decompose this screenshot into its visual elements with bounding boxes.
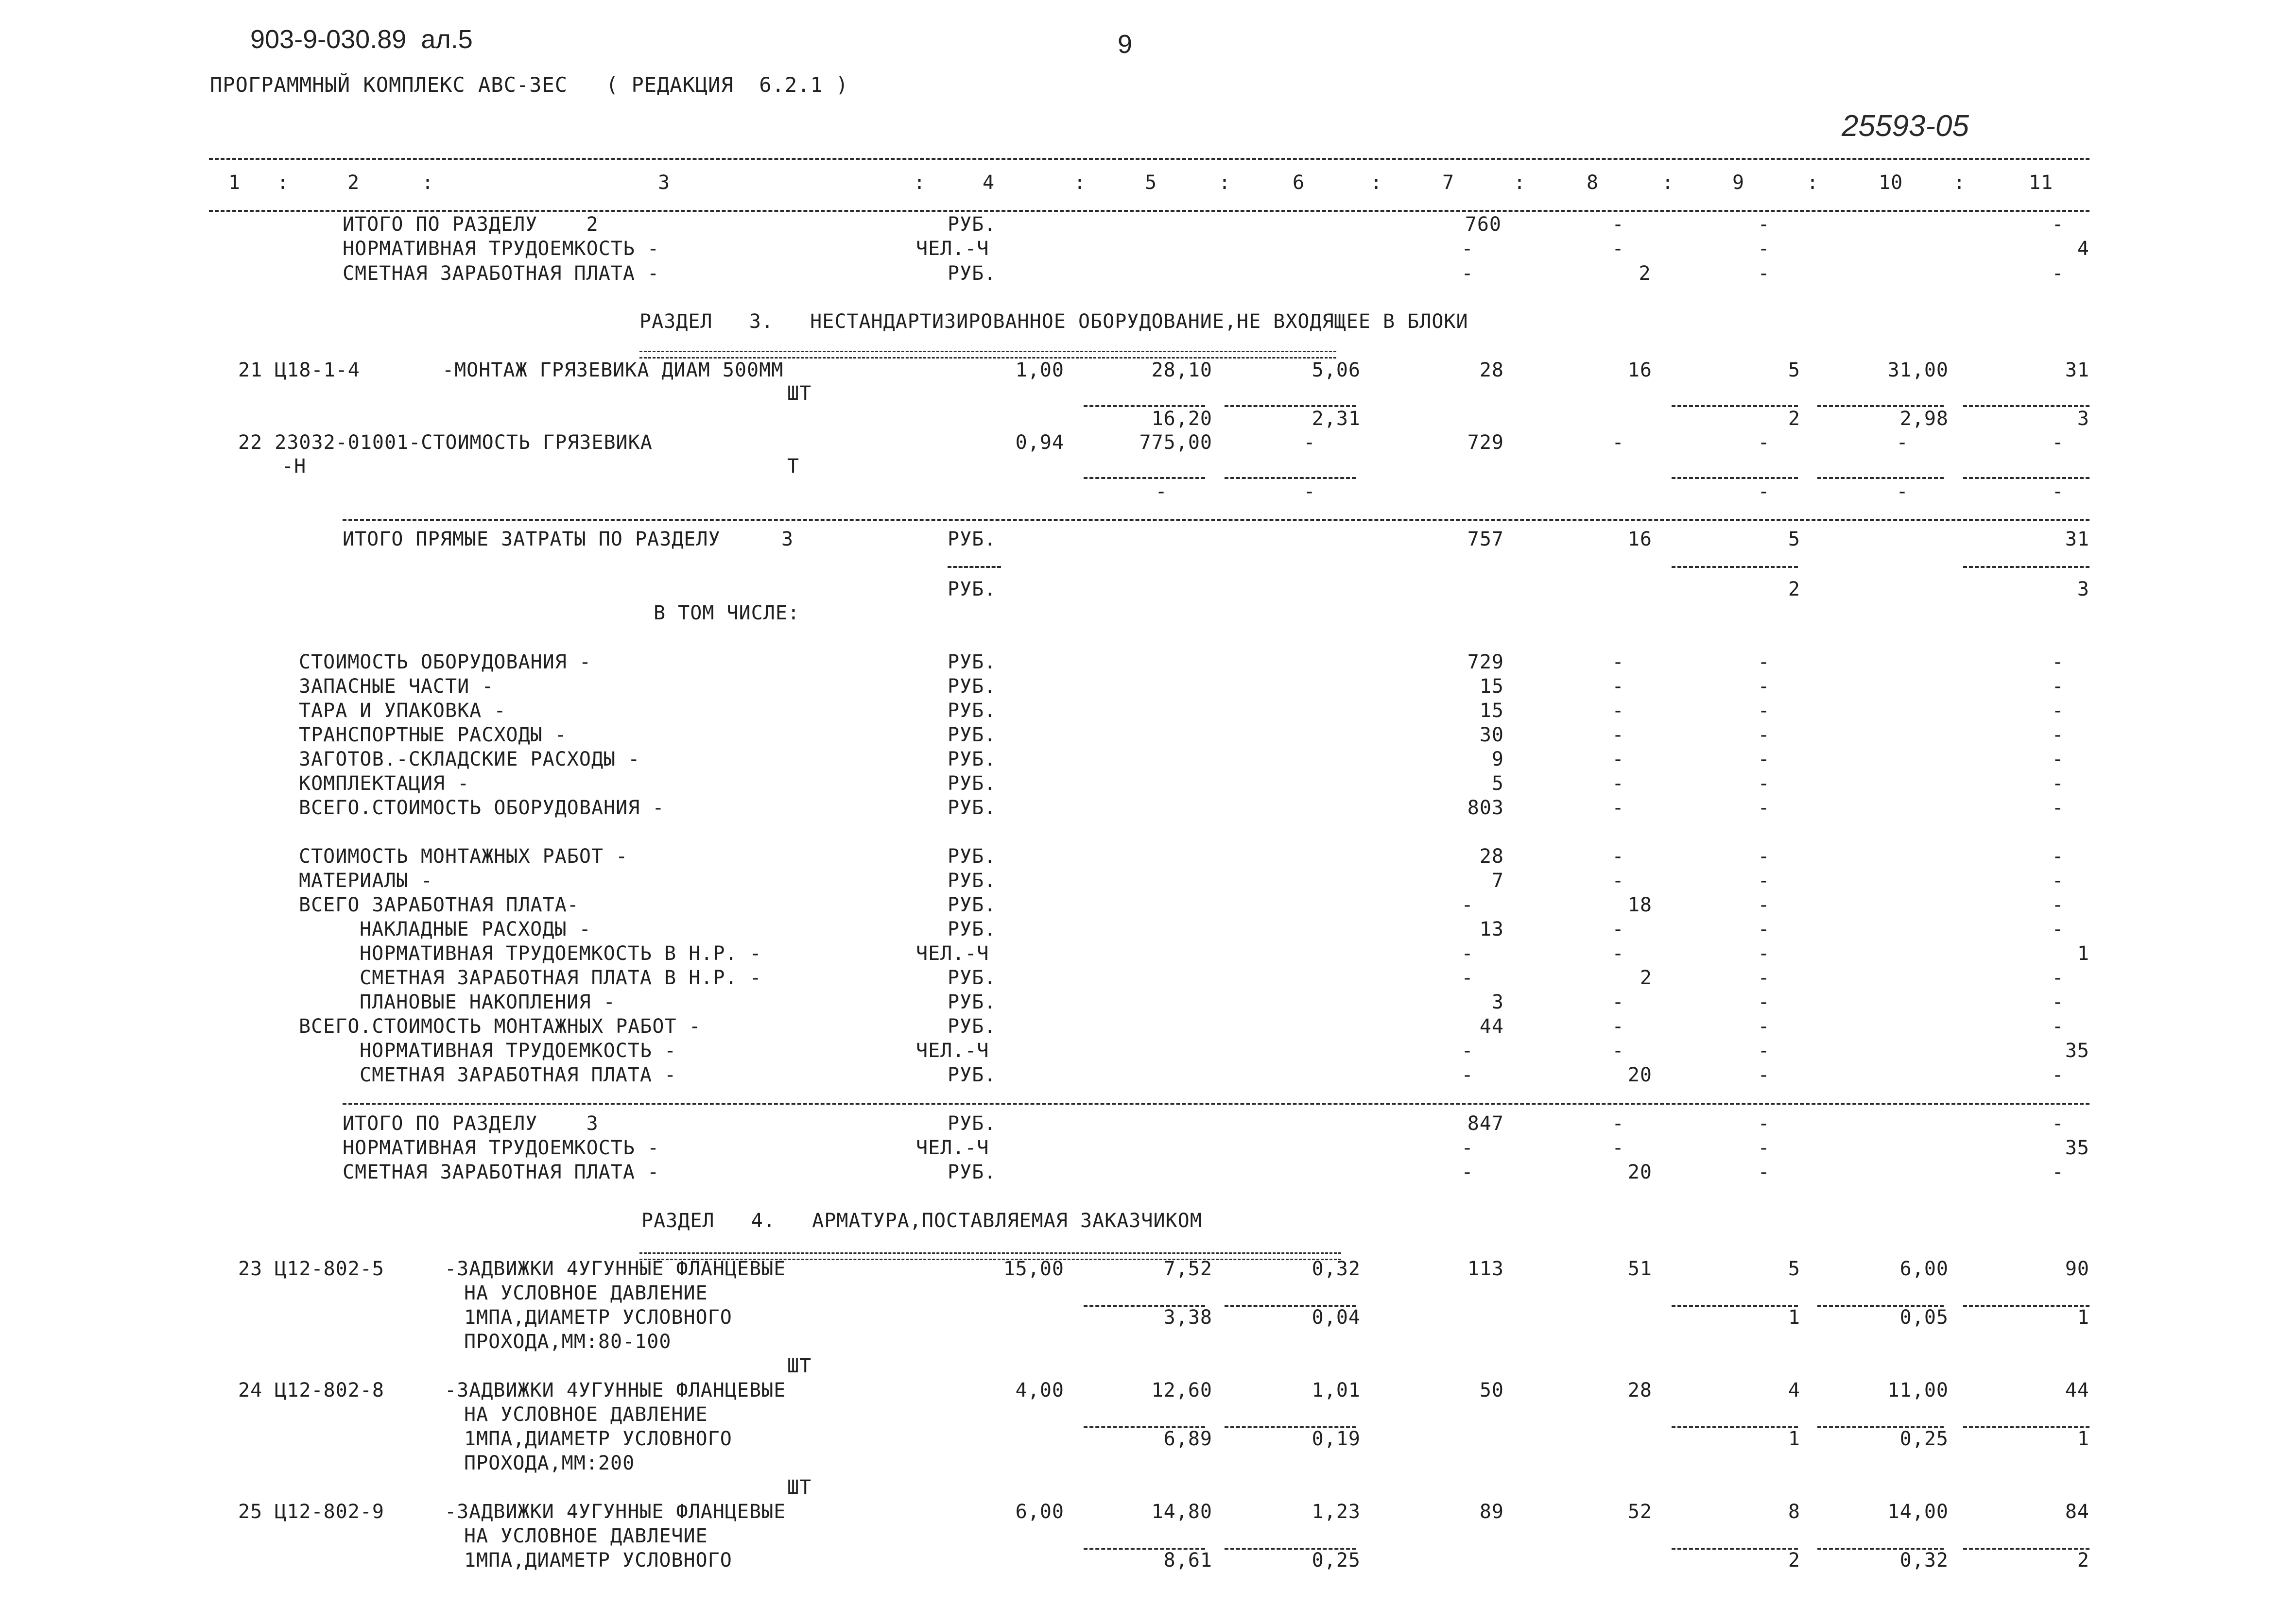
row-cell: - — [1461, 262, 1474, 285]
row-cell: 20 — [1627, 1064, 1652, 1086]
row-label: ИТОГО ПО РАЗДЕЛУ 2 — [343, 213, 599, 236]
row-label: НА УСЛОВНОЕ ДАВЛЕЧИЕ — [464, 1525, 708, 1547]
column-header: 6 — [1293, 171, 1305, 194]
rule — [1225, 1548, 1356, 1550]
row-cell: - — [1612, 238, 1624, 260]
row-cell: 31,00 — [1887, 359, 1949, 381]
row-cell: 0,32 — [1899, 1549, 1949, 1572]
row-cell: - — [1758, 918, 1770, 940]
column-header: 10 — [1879, 171, 1903, 194]
row-cell: РУБ. — [948, 797, 997, 819]
rule — [1963, 1548, 2089, 1550]
row-label: 23 Ц12-802-5 — [238, 1258, 384, 1280]
row-cell: 1,01 — [1312, 1379, 1361, 1402]
row-label: ЗАГОТОВ.-СКЛАДСКИЕ РАСХОДЫ - — [299, 748, 640, 770]
row-cell: 13 — [1479, 918, 1504, 940]
column-header: 9 — [1732, 171, 1745, 194]
row-cell: -ЗАДВИЖКИ 4УГУННЫЕ ФЛАНЦЕВЫЕ — [445, 1258, 786, 1280]
row-cell: - — [2052, 262, 2064, 285]
row-cell: РУБ. — [948, 748, 997, 770]
row-label: 1МПА,ДИАМЕТР УСЛОВНОГО — [464, 1428, 732, 1450]
row-cell: - — [1758, 870, 1770, 892]
row-cell: 0,32 — [1312, 1258, 1361, 1280]
row-cell: - — [1612, 431, 1624, 454]
column-header: 5 — [1145, 171, 1157, 194]
column-header: 4 — [983, 171, 995, 194]
row-cell: 0,25 — [1312, 1549, 1361, 1572]
row-cell: - — [1612, 1015, 1624, 1038]
row-cell: 8 — [1788, 1501, 1800, 1523]
row-cell: 847 — [1467, 1112, 1504, 1135]
row-label: ПРОХОДА,ММ:200 — [464, 1452, 635, 1474]
row-cell: 44 — [2065, 1379, 2089, 1402]
row-label: ВСЕГО.СТОИМОСТЬ ОБОРУДОВАНИЯ - — [299, 797, 665, 819]
row-cell: -ЗАДВИЖКИ 4УГУННЫЕ ФЛАНЦЕВЫЕ — [445, 1501, 786, 1523]
row-cell: -МОНТАЖ ГРЯЗЕВИКА ДИАМ 500ММ — [442, 359, 784, 381]
rule — [1963, 1426, 2089, 1428]
row-cell: - — [1612, 772, 1624, 795]
row-cell: - — [1758, 213, 1770, 236]
row-cell: - — [2052, 700, 2064, 722]
rule — [1225, 477, 1356, 479]
row-cell: - — [1758, 748, 1770, 770]
row-cell: 1 — [2077, 1428, 2089, 1450]
column-separator: : — [1074, 171, 1087, 194]
row-cell: - — [1758, 772, 1770, 795]
column-separator: : — [422, 171, 434, 194]
rule — [1084, 477, 1205, 479]
row-cell: - — [2052, 918, 2064, 940]
rule — [1817, 1548, 1944, 1550]
row-cell: РУБ. — [948, 1161, 997, 1183]
row-label: РУБ. — [948, 578, 997, 600]
row-cell: 90 — [2065, 1258, 2089, 1280]
row-cell: 6,89 — [1163, 1428, 1212, 1450]
row-cell: - — [1758, 894, 1770, 916]
row-cell: 5 — [1491, 772, 1504, 795]
row-cell: 0,19 — [1312, 1428, 1361, 1450]
row-label: 22 23032-01001-СТОИМОСТЬ ГРЯЗЕВИКА — [238, 431, 653, 454]
rule — [1963, 566, 2089, 568]
row-cell: 729 — [1467, 431, 1504, 454]
row-label: МАТЕРИАЛЫ - — [299, 870, 433, 892]
row-cell: 0,04 — [1312, 1306, 1361, 1329]
rule — [1084, 1548, 1205, 1550]
row-label: ПРОХОДА,ММ:80-100 — [464, 1331, 672, 1353]
row-cell: 50 — [1479, 1379, 1504, 1402]
row-cell: 1 — [2077, 942, 2089, 965]
row-cell: - — [2052, 1015, 2064, 1038]
row-cell: РУБ. — [948, 700, 997, 722]
row-label: ИТОГО ПО РАЗДЕЛУ 3 — [343, 1112, 599, 1135]
rule — [1225, 1305, 1356, 1307]
row-cell: 20 — [1627, 1161, 1652, 1183]
row-label: ТРАНСПОРТНЫЕ РАСХОДЫ - — [299, 724, 567, 746]
row-cell: - — [1155, 480, 1168, 503]
table-top-rule — [209, 158, 2089, 160]
row-cell: - — [1461, 894, 1474, 916]
row-cell: ЧЕЛ.-Ч — [916, 1137, 989, 1159]
row-cell: - — [2052, 1161, 2064, 1183]
table-header-rule — [209, 210, 2089, 212]
row-label: НАКЛАДНЫЕ РАСХОДЫ - — [360, 918, 591, 940]
row-cell: - — [2052, 772, 2064, 795]
row-cell: 89 — [1479, 1501, 1504, 1523]
row-cell: - — [1758, 651, 1770, 673]
row-cell: - — [1461, 1161, 1474, 1183]
row-cell: 31 — [2065, 359, 2089, 381]
row-cell: 3 — [2077, 408, 2089, 430]
row-cell: РУБ. — [948, 528, 997, 550]
row-cell: 760 — [1465, 213, 1502, 236]
row-cell: 28,10 — [1151, 359, 1212, 381]
row-cell: 5,06 — [1312, 359, 1361, 381]
row-cell: 18 — [1627, 894, 1652, 916]
row-cell: 15,00 — [1003, 1258, 1064, 1280]
row-cell: ЧЕЛ.-Ч — [916, 942, 989, 965]
row-cell: - — [1758, 431, 1770, 454]
column-separator: : — [277, 171, 290, 194]
rule — [1963, 477, 2089, 479]
row-cell: - — [2052, 797, 2064, 819]
column-header: 8 — [1587, 171, 1599, 194]
row-cell: 15 — [1479, 675, 1504, 698]
row-cell: 5 — [1788, 359, 1800, 381]
row-cell: 3 — [2077, 578, 2089, 600]
row-label: СМЕТНАЯ ЗАРАБОТНАЯ ПЛАТА - — [343, 262, 660, 285]
row-cell: 0,25 — [1899, 1428, 1949, 1450]
row-cell: 1 — [2077, 1306, 2089, 1329]
row-cell: - — [1612, 675, 1624, 698]
row-cell: Т — [787, 455, 800, 478]
row-cell: 11,00 — [1887, 1379, 1949, 1402]
row-cell: - — [1758, 480, 1770, 503]
row-cell: - — [1612, 797, 1624, 819]
row-label: 25 Ц12-802-9 — [238, 1501, 384, 1523]
row-label: 24 Ц12-802-8 — [238, 1379, 384, 1402]
row-cell: - — [1758, 942, 1770, 965]
row-cell: 4 — [2077, 238, 2089, 260]
row-cell: - — [1303, 480, 1316, 503]
row-label: СМЕТНАЯ ЗАРАБОТНАЯ ПЛАТА - — [343, 1161, 660, 1183]
row-label: СТОИМОСТЬ МОНТАЖНЫХ РАБОТ - — [299, 845, 628, 868]
row-label: НА УСЛОВНОЕ ДАВЛЕНИЕ — [464, 1403, 708, 1426]
row-cell: 2 — [1639, 262, 1651, 285]
row-cell: - — [1461, 942, 1474, 965]
row-cell: 6,00 — [1015, 1501, 1064, 1523]
row-cell: РУБ. — [948, 772, 997, 795]
row-cell: - — [2052, 651, 2064, 673]
row-cell: - — [1461, 238, 1474, 260]
row-cell: - — [2052, 724, 2064, 746]
row-cell: - — [1612, 213, 1624, 236]
row-cell: - — [1758, 262, 1770, 285]
row-label: 1МПА,ДИАМЕТР УСЛОВНОГО — [464, 1549, 732, 1572]
row-cell: 28 — [1479, 845, 1504, 868]
rule — [1084, 1305, 1205, 1307]
column-header: 3 — [658, 171, 671, 194]
row-cell: - — [1758, 238, 1770, 260]
rule — [1672, 1305, 1798, 1307]
row-cell: - — [1612, 942, 1624, 965]
row-cell: 2 — [1788, 578, 1800, 600]
row-cell: - — [2052, 1064, 2064, 1086]
row-cell: 3,38 — [1163, 1306, 1212, 1329]
row-cell: - — [1612, 991, 1624, 1013]
row-cell: - — [2052, 845, 2064, 868]
row-cell: - — [2052, 480, 2064, 503]
row-cell: 803 — [1467, 797, 1504, 819]
row-cell: РУБ. — [948, 918, 997, 940]
row-cell: - — [1896, 480, 1909, 503]
row-cell: 28 — [1479, 359, 1504, 381]
row-cell: - — [1758, 845, 1770, 868]
row-cell: - — [1758, 1137, 1770, 1159]
row-label: РАЗДЕЛ 4. АРМАТУРА,ПОСТАВЛЯЕМАЯ ЗАКАЗЧИКОМ — [641, 1210, 1202, 1232]
rule — [948, 566, 1001, 568]
row-cell: ЧЕЛ.-Ч — [916, 1040, 989, 1062]
row-cell: 3 — [1491, 991, 1504, 1013]
row-label: СТОИМОСТЬ ОБОРУДОВАНИЯ - — [299, 651, 591, 673]
row-cell: 35 — [2065, 1040, 2089, 1062]
document-code: 903-9-030.89 ал.5 — [250, 25, 473, 54]
handwritten-number: 25593-05 — [1842, 109, 1969, 143]
row-cell: 44 — [1479, 1015, 1504, 1038]
rule — [1672, 566, 1798, 568]
row-label: ЗАПАСНЫЕ ЧАСТИ - — [299, 675, 494, 698]
row-cell: - — [1612, 651, 1624, 673]
row-cell: - — [1612, 870, 1624, 892]
row-cell: 1 — [1788, 1306, 1800, 1329]
row-cell: - — [1758, 1161, 1770, 1183]
row-cell: - — [1758, 700, 1770, 722]
row-cell: - — [1896, 431, 1909, 454]
row-cell: 2 — [1788, 408, 1800, 430]
row-cell: 12,60 — [1151, 1379, 1212, 1402]
double-rule — [639, 1252, 1341, 1260]
row-cell: 0,05 — [1899, 1306, 1949, 1329]
row-label: ПЛАНОВЫЕ НАКОПЛЕНИЯ - — [360, 991, 616, 1013]
row-cell: - — [1612, 748, 1624, 770]
row-cell: - — [1758, 1064, 1770, 1086]
row-cell: - — [1461, 967, 1474, 989]
column-separator: : — [1662, 171, 1675, 194]
row-cell: РУБ. — [948, 262, 997, 285]
row-cell: РУБ. — [948, 1064, 997, 1086]
row-label: 21 Ц18-1-4 — [238, 359, 360, 381]
column-separator: : — [1514, 171, 1526, 194]
row-label: ВСЕГО.СТОИМОСТЬ МОНТАЖНЫХ РАБОТ - — [299, 1015, 701, 1038]
rule — [1672, 405, 1798, 407]
row-label: КОМПЛЕКТАЦИЯ - — [299, 772, 470, 795]
row-cell: 9 — [1491, 748, 1504, 770]
rule — [1225, 405, 1356, 407]
row-cell: 2 — [1640, 967, 1652, 989]
row-cell: - — [2052, 894, 2064, 916]
rule — [343, 1103, 2089, 1105]
row-cell: РУБ. — [948, 870, 997, 892]
row-label: НОРМАТИВНАЯ ТРУДОЕМКОСТЬ - — [360, 1040, 677, 1062]
double-rule — [639, 351, 1336, 359]
row-cell: 16,20 — [1151, 408, 1212, 430]
row-cell: РУБ. — [948, 991, 997, 1013]
row-label: НОРМАТИВНАЯ ТРУДОЕМКОСТЬ В Н.Р. - — [360, 942, 762, 965]
row-cell: 2 — [1788, 1549, 1800, 1572]
rule — [1817, 1305, 1944, 1307]
row-cell: - — [1461, 1040, 1474, 1062]
row-label: НОРМАТИВНАЯ ТРУДОЕМКОСТЬ - — [343, 238, 660, 260]
rule — [1672, 1426, 1798, 1428]
row-label: 1МПА,ДИАМЕТР УСЛОВНОГО — [464, 1306, 732, 1329]
row-cell: - — [1758, 991, 1770, 1013]
row-cell: - — [2052, 431, 2064, 454]
row-cell: - — [1612, 700, 1624, 722]
row-cell: - — [1612, 724, 1624, 746]
row-cell: 2,31 — [1312, 408, 1361, 430]
row-cell: РУБ. — [948, 1112, 997, 1135]
rule — [1817, 477, 1944, 479]
row-cell: - — [1758, 1112, 1770, 1135]
row-label: СМЕТНАЯ ЗАРАБОТНАЯ ПЛАТА - — [360, 1064, 677, 1086]
row-cell: 113 — [1467, 1258, 1504, 1280]
row-cell: 2,98 — [1899, 408, 1949, 430]
row-cell: - — [1758, 797, 1770, 819]
rule — [1963, 405, 2089, 407]
row-cell: 1,23 — [1312, 1501, 1361, 1523]
row-label: РАЗДЕЛ 3. НЕСТАНДАРТИЗИРОВАННОЕ ОБОРУДОВАНИЕ,НЕ ВХОДЯЩЕЕ В БЛОКИ — [639, 310, 1468, 333]
row-cell: 28 — [1627, 1379, 1652, 1402]
row-cell: 15 — [1479, 700, 1504, 722]
row-label: -Н — [282, 455, 307, 478]
row-cell: - — [1612, 845, 1624, 868]
row-cell: 84 — [2065, 1501, 2089, 1523]
row-cell: 775,00 — [1139, 431, 1212, 454]
row-cell: - — [1758, 724, 1770, 746]
rule — [1672, 477, 1798, 479]
column-separator: : — [1219, 171, 1231, 194]
rule — [1817, 405, 1944, 407]
row-cell: - — [1461, 1064, 1474, 1086]
row-cell: - — [1758, 675, 1770, 698]
row-label: ШТ — [787, 1476, 812, 1499]
row-cell: - — [1612, 1040, 1624, 1062]
row-cell: 14,80 — [1151, 1501, 1212, 1523]
row-cell: - — [1758, 967, 1770, 989]
column-separator: : — [914, 171, 926, 194]
rule — [1672, 1548, 1798, 1550]
rule — [1963, 1305, 2089, 1307]
row-cell: РУБ. — [948, 845, 997, 868]
row-cell: ЧЕЛ.-Ч — [916, 238, 989, 260]
row-cell: - — [1461, 1137, 1474, 1159]
row-cell: - — [1303, 431, 1316, 454]
rule — [343, 519, 2089, 521]
row-cell: 0,94 — [1015, 431, 1064, 454]
row-cell: 31 — [2065, 528, 2089, 550]
rule — [1084, 405, 1205, 407]
row-cell: 1 — [1788, 1428, 1800, 1450]
row-cell: 7 — [1491, 870, 1504, 892]
page-number: 9 — [1118, 30, 1133, 59]
rule — [1817, 1426, 1944, 1428]
row-label: В ТОМ ЧИСЛЕ: — [654, 602, 800, 624]
row-cell: 4 — [1788, 1379, 1800, 1402]
column-header: 2 — [347, 171, 360, 194]
row-cell: РУБ. — [948, 894, 997, 916]
row-label: ИТОГО ПРЯМЫЕ ЗАТРАТЫ ПО РАЗДЕЛУ 3 — [343, 528, 794, 550]
rule — [1225, 1426, 1356, 1428]
row-label: ШТ — [787, 382, 812, 405]
row-cell: 1,00 — [1015, 359, 1064, 381]
row-cell: - — [2052, 991, 2064, 1013]
row-cell: - — [2052, 870, 2064, 892]
row-cell: - — [2052, 213, 2064, 236]
row-label: ШТ — [787, 1355, 812, 1377]
row-cell: - — [2052, 748, 2064, 770]
row-cell: - — [1612, 1137, 1624, 1159]
row-cell: 30 — [1479, 724, 1504, 746]
column-separator: : — [1807, 171, 1819, 194]
row-cell: РУБ. — [948, 967, 997, 989]
column-separator: : — [1370, 171, 1383, 194]
row-cell: 5 — [1788, 1258, 1800, 1280]
row-cell: 16 — [1627, 359, 1652, 381]
row-cell: РУБ. — [948, 675, 997, 698]
program-title: ПРОГРАММНЫЙ КОМПЛЕКС АВС-3ЕС ( РЕДАКЦИЯ 6.2.1 ) — [210, 73, 849, 97]
row-cell: 14,00 — [1887, 1501, 1949, 1523]
rule — [1084, 1426, 1205, 1428]
row-cell: - — [2052, 967, 2064, 989]
column-separator: : — [1953, 171, 1966, 194]
row-cell: - — [1612, 1112, 1624, 1135]
row-cell: РУБ. — [948, 724, 997, 746]
row-cell: 2 — [2077, 1549, 2089, 1572]
column-header: 11 — [2029, 171, 2054, 194]
row-cell: - — [1612, 918, 1624, 940]
row-cell: 7,52 — [1163, 1258, 1212, 1280]
row-label: ВСЕГО ЗАРАБОТНАЯ ПЛАТА- — [299, 894, 579, 916]
row-cell: - — [1758, 1040, 1770, 1062]
row-cell: 51 — [1627, 1258, 1652, 1280]
row-cell: РУБ. — [948, 1015, 997, 1038]
row-cell: 729 — [1467, 651, 1504, 673]
row-label: СМЕТНАЯ ЗАРАБОТНАЯ ПЛАТА В Н.Р. - — [360, 967, 762, 989]
row-cell: 6,00 — [1899, 1258, 1949, 1280]
row-cell: 16 — [1627, 528, 1652, 550]
row-cell: 35 — [2065, 1137, 2089, 1159]
row-cell: РУБ. — [948, 651, 997, 673]
row-label: НА УСЛОВНОЕ ДАВЛЕНИЕ — [464, 1282, 708, 1304]
column-header: 1 — [228, 171, 241, 194]
row-cell: - — [2052, 675, 2064, 698]
row-cell: 5 — [1788, 528, 1800, 550]
row-cell: - — [1758, 1015, 1770, 1038]
row-cell: -ЗАДВИЖКИ 4УГУННЫЕ ФЛАНЦЕВЫЕ — [445, 1379, 786, 1402]
row-cell: 757 — [1467, 528, 1504, 550]
row-label: ТАРА И УПАКОВКА - — [299, 700, 506, 722]
column-header: 7 — [1442, 171, 1455, 194]
row-cell: РУБ. — [948, 213, 997, 236]
row-cell: 8,61 — [1163, 1549, 1212, 1572]
row-cell: 4,00 — [1015, 1379, 1064, 1402]
row-cell: - — [2052, 1112, 2064, 1135]
row-cell: 52 — [1627, 1501, 1652, 1523]
row-label: НОРМАТИВНАЯ ТРУДОЕМКОСТЬ - — [343, 1137, 660, 1159]
